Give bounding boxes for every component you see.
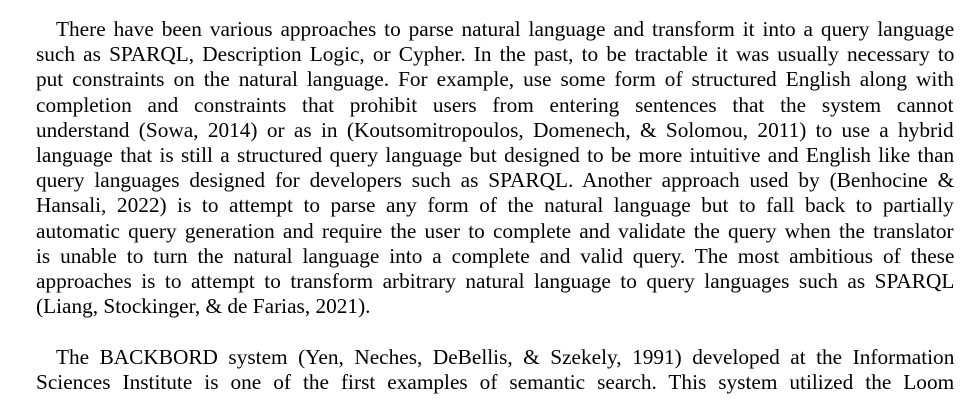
paragraph-line: approaches is to attempt to transform arbitrary natural language to query languages such as SPARQL	[36, 268, 955, 293]
paragraph-line: Sciences Institute is one of the first examples of semantic search. This system utilized the Loom	[36, 370, 955, 395]
paragraph-line: There have been various approaches to parse natural language and transform it into a query language	[56, 17, 955, 41]
paragraph-line: such as SPARQL, Description Logic, or Cypher. In the past, to be tractable it was usually necessary to	[36, 42, 955, 67]
paragraph-line: understand (Sowa, 2014) or as in (Koutsomitropoulos, Domenech, & Solomou, 2011) to use a hybrid	[36, 117, 954, 142]
paragraph-line: automatic query generation and require the user to complete and validate the query when the translator	[36, 218, 954, 243]
paragraph-line: is unable to turn the natural language into a complete and valid query. The most ambitious of these	[36, 243, 955, 268]
paragraph-backbord	[36, 345, 954, 395]
paragraph-line: language that is still a structured query language but designed to be more intuitive and English like than	[36, 142, 955, 167]
paragraph-line: The BACKBORD system (Yen, Neches, DeBellis, & Szekely, 1991) developed at the Information	[56, 345, 955, 369]
paragraph-line: query languages designed for developers such as SPARQL. Another approach used by (Benhocine &	[36, 168, 955, 193]
paragraph-line: put constraints on the natural language. For example, use some form of structured English along with	[36, 67, 954, 92]
paragraph-line: (Liang, Stockinger, & de Farias, 2021).	[36, 294, 371, 319]
paragraph-query-approaches	[36, 17, 954, 319]
paragraph-line: completion and constraints that prohibit users from entering sentences that the system cannot	[36, 92, 954, 117]
paragraph-line: Hansali, 2022) is to attempt to parse any form of the natural language but to fall back to partially	[36, 193, 954, 218]
